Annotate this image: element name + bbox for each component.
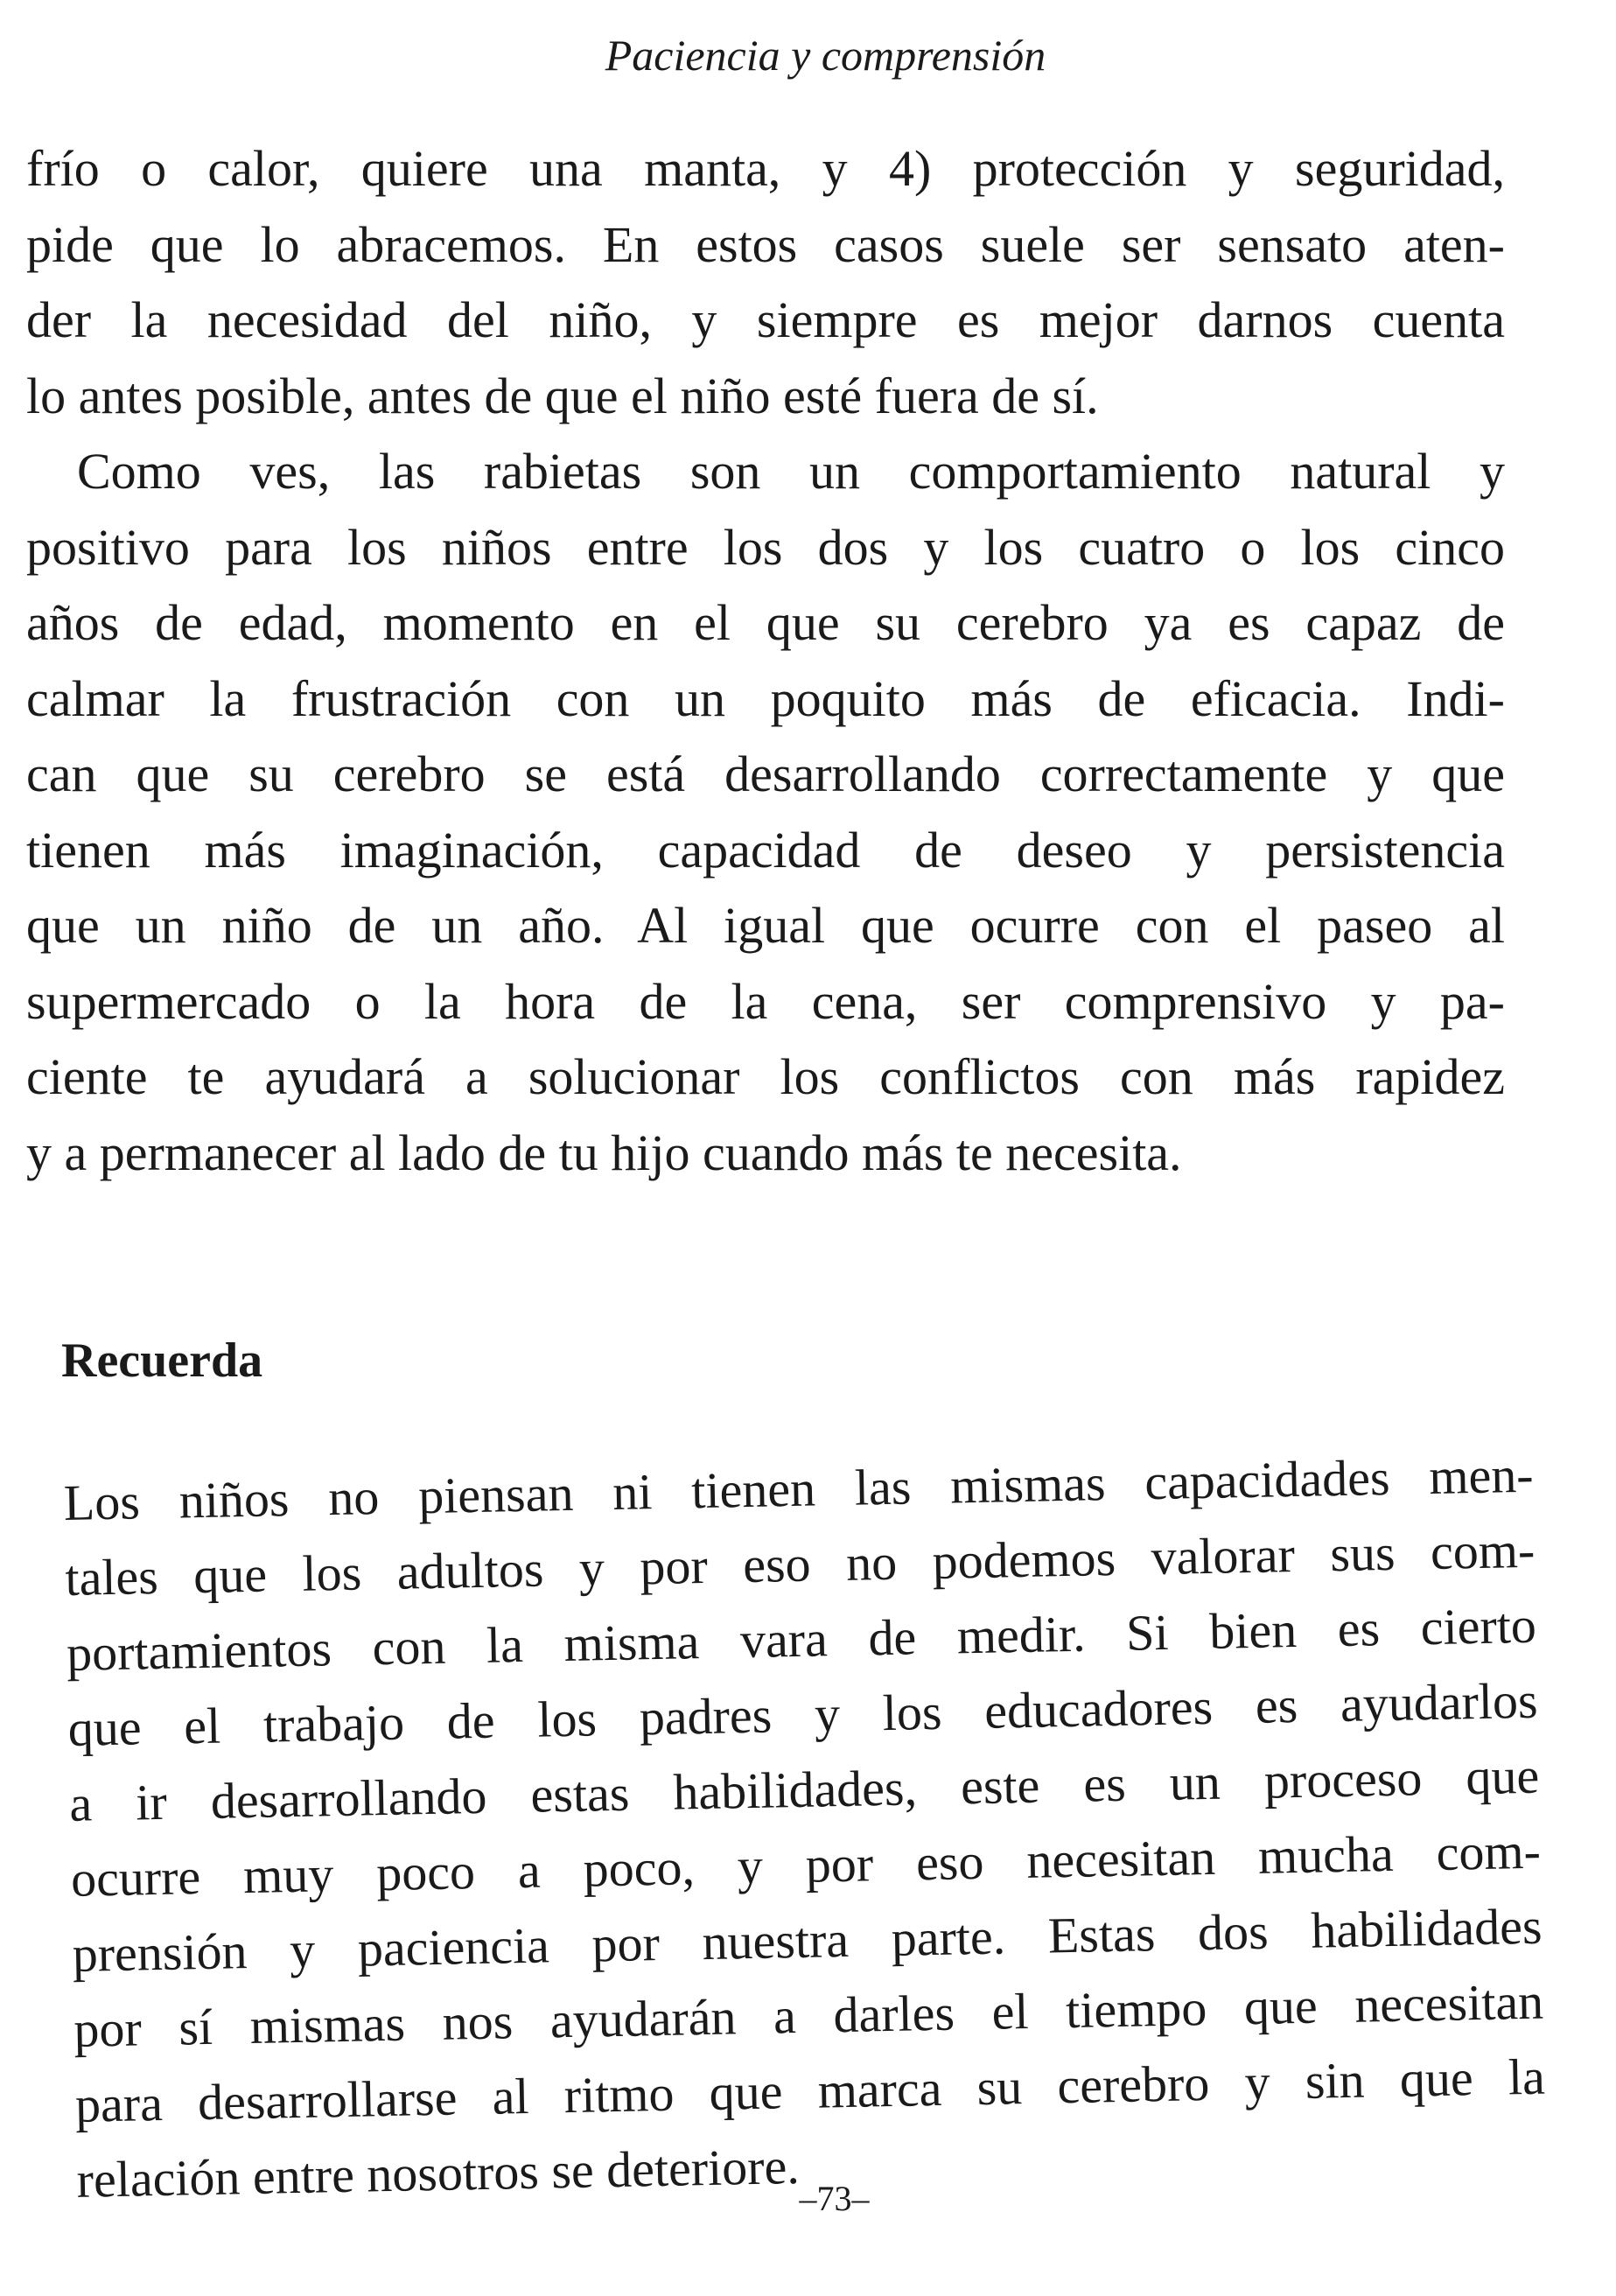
recuerda-text xyxy=(63,1438,1547,2218)
body-line: supermercado o la hora de la cena, ser comprensivo y pa- xyxy=(26,972,1505,1030)
body-line: pide que lo abracemos. En estos casos suele ser sensato aten- xyxy=(26,215,1505,273)
recuerda-line: Los niños no piensan ni tienen las mismas capacidades men- xyxy=(63,1446,1535,1531)
body-line: frío o calor, quiere una manta, y 4) protección y seguridad, xyxy=(26,140,1505,197)
recuerda-line: tales que los adultos y por eso no podemos valorar sus com- xyxy=(64,1521,1536,1606)
body-text xyxy=(26,131,1505,1191)
body-line: años de edad, momento en el que su cerebro ya es capaz de xyxy=(26,594,1505,651)
recuerda-line: por sí mismas nos ayudarán a darles el tiempo que necesitan xyxy=(73,1972,1544,2058)
body-line: der la necesidad del niño, y siempre es mejor darnos cuenta xyxy=(26,291,1505,348)
recuerda-line: a ir desarrollando estas habilidades, este es un proceso que xyxy=(68,1746,1540,1832)
section-heading-recuerda: Recuerda xyxy=(61,1334,263,1388)
body-line: calmar la frustración con un poquito más de eficacia. Indi- xyxy=(26,669,1505,727)
body-line: lo antes posible, antes de que el niño esté fuera de sí. xyxy=(26,367,1099,424)
recuerda-line: portamientos con la misma vara de medir. Si bien es cierto xyxy=(66,1596,1537,1682)
body-line: positivo para los niños entre los dos y los cuatro o los cinco xyxy=(26,518,1505,576)
recuerda-line: que el trabajo de los padres y los educadores es ayudarlos xyxy=(67,1671,1539,1757)
body-line: Como ves, las rabietas son un comportamiento natural y xyxy=(77,443,1505,500)
recuerda-line: ocurre muy poco a poco, y por eso necesitan mucha com- xyxy=(70,1822,1542,1908)
body-line: tienen más imaginación, capacidad de deseo y persistencia xyxy=(26,821,1505,878)
recuerda-line: relación entre nosotros se deteriore. xyxy=(76,2137,801,2208)
page-number: –73– xyxy=(799,2179,870,2218)
running-header: Paciencia y comprensión xyxy=(605,31,1046,80)
body-line: que un niño de un año. Al igual que ocurre con el paseo al xyxy=(26,897,1505,954)
body-line: y a permanecer al lado de tu hijo cuando más te necesita. xyxy=(26,1124,1182,1181)
body-line: ciente te ayudará a solucionar los conflictos con más rapidez xyxy=(26,1048,1505,1105)
recuerda-line: para desarrollarse al ritmo que marca su cerebro y sin que la xyxy=(74,2048,1546,2133)
body-line: can que su cerebro se está desarrollando correctamente y que xyxy=(26,746,1505,802)
recuerda-line: prensión y paciencia por nuestra parte. Estas dos habilidades xyxy=(72,1897,1543,1983)
